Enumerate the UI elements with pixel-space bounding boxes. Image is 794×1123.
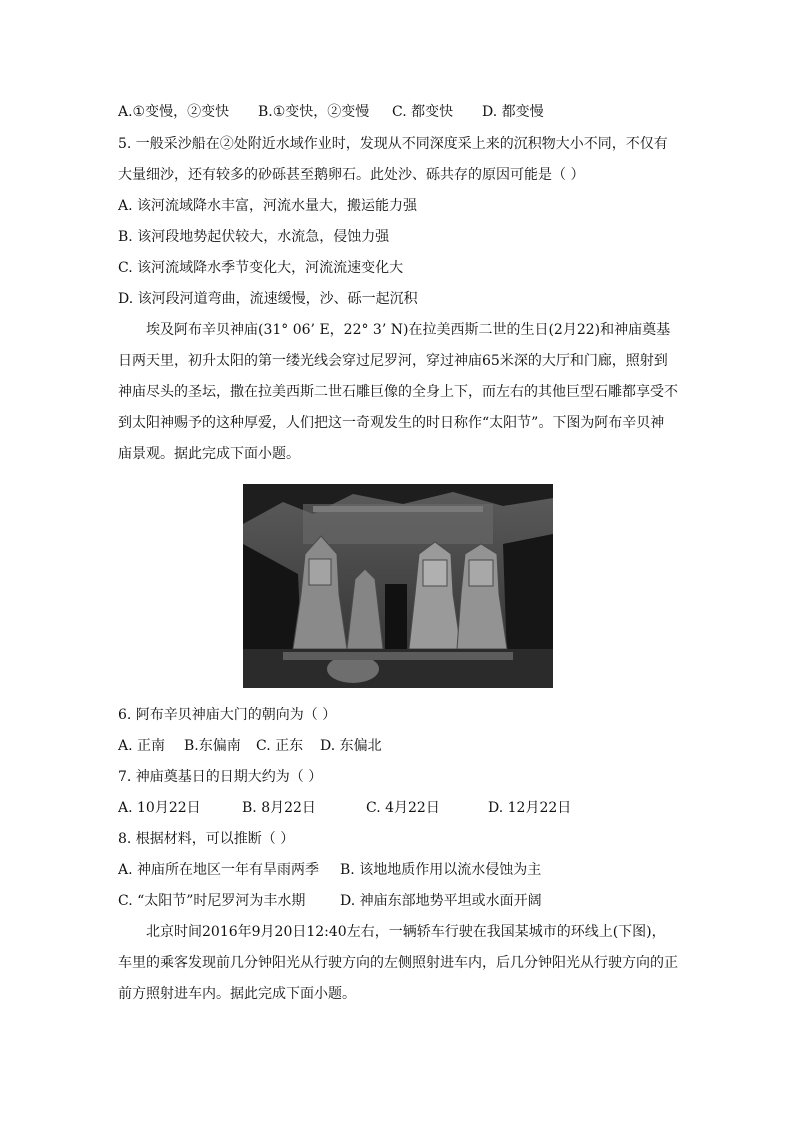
q8-stem: 8. 根据材料，可以推断（ ）	[118, 831, 295, 847]
q5-option-c: C. 该河流域降水季节变化大，河流流速变化大	[118, 260, 404, 276]
passage1-line4: 到太阳神赐予的这种厚爱，人们把这一奇观发生的时日称作“太阳节”。下图为阿布辛贝神	[118, 415, 665, 431]
q7-option-d: D. 12月22日	[488, 800, 572, 816]
q7-options	[118, 798, 678, 818]
q8-option-c: C. “太阳节”时尼罗河为丰水期	[118, 893, 306, 909]
q4-option-c: C. 都变快	[392, 104, 454, 120]
passage2-line3: 前方照射进车内。据此完成下面小题。	[118, 986, 356, 1002]
passage1-line3: 神庙尽头的圣坛，撒在拉美西斯二世石雕巨像的全身上下，而左右的其他巨型石雕都享受不	[118, 384, 678, 400]
q4-option-b: B.①变快，②变慢	[258, 104, 370, 120]
passage2-line1: 北京时间2016年9月20日12:40左右，一辆轿车行驶在我国某城市的环线上(下图)，	[146, 924, 666, 940]
q6-options	[118, 736, 678, 756]
q8-options-row2	[118, 891, 678, 911]
q7-option-b: B. 8月22日	[242, 800, 316, 816]
q7-option-a: A. 10月22日	[118, 800, 201, 816]
passage2-line2: 车里的乘客发现前几分钟阳光从行驶方向的左侧照射进车内，后几分钟阳光从行驶方向的正	[118, 955, 678, 971]
q6-option-b: B.东偏南	[184, 738, 241, 754]
q4-options	[118, 102, 678, 122]
q6-option-d: D. 东偏北	[320, 738, 382, 754]
passage1-line1: 埃及阿布辛贝神庙(31° 06’ E，22° 3’ N)在拉美西斯二世的生日(2月22)和神庙奠基	[146, 322, 671, 338]
q4-option-d: D. 都变慢	[482, 104, 544, 120]
q8-option-d: D. 神庙东部地势平坦或水面开阔	[340, 893, 542, 909]
q5-option-d: D. 该河段河道弯曲，流速缓慢，沙、砾一起沉积	[118, 291, 418, 307]
q5-stem-line1: 5. 一般采沙船在②处附近水域作业时，发现从不同深度采上来的沉积物大小不同，不仅有	[118, 136, 668, 152]
q8-option-a: A. 神庙所在地区一年有旱雨两季	[118, 862, 320, 878]
q6-stem: 6. 阿布辛贝神庙大门的朝向为（ ）	[118, 707, 337, 723]
q4-option-a: A.①变慢，②变快	[118, 104, 230, 120]
q7-stem: 7. 神庙奠基日的日期大约为（ ）	[118, 769, 323, 785]
passage1-line5: 庙景观。据此完成下面小题。	[118, 446, 300, 462]
q5-option-a: A. 该河流域降水丰富，河流水量大，搬运能力强	[118, 198, 418, 214]
q8-options-row1	[118, 860, 678, 880]
q8-option-b: B. 该地地质作用以流水侵蚀为主	[340, 862, 542, 878]
baboon-frieze	[313, 506, 483, 512]
q5-option-b: B. 该河段地势起伏较大，水流急，侵蚀力强	[118, 229, 390, 245]
q5-stem-line2: 大量细沙，还有较多的砂砾甚至鹅卵石。此处沙、砾共存的原因可能是（ ）	[118, 167, 585, 183]
temple-entrance	[385, 584, 407, 649]
passage1-line2: 日两天里，初升太阳的第一缕光线会穿过尼罗河，穿过神庙65米深的大厅和门廊，照射到	[118, 353, 668, 369]
temple-illustration	[243, 484, 553, 688]
terrace	[283, 652, 513, 660]
q6-option-a: A. 正南	[118, 738, 166, 754]
abu-simbel-temple-photo	[243, 484, 553, 688]
q7-option-c: C. 4月22日	[366, 800, 440, 816]
q6-option-c: C. 正东	[256, 738, 304, 754]
